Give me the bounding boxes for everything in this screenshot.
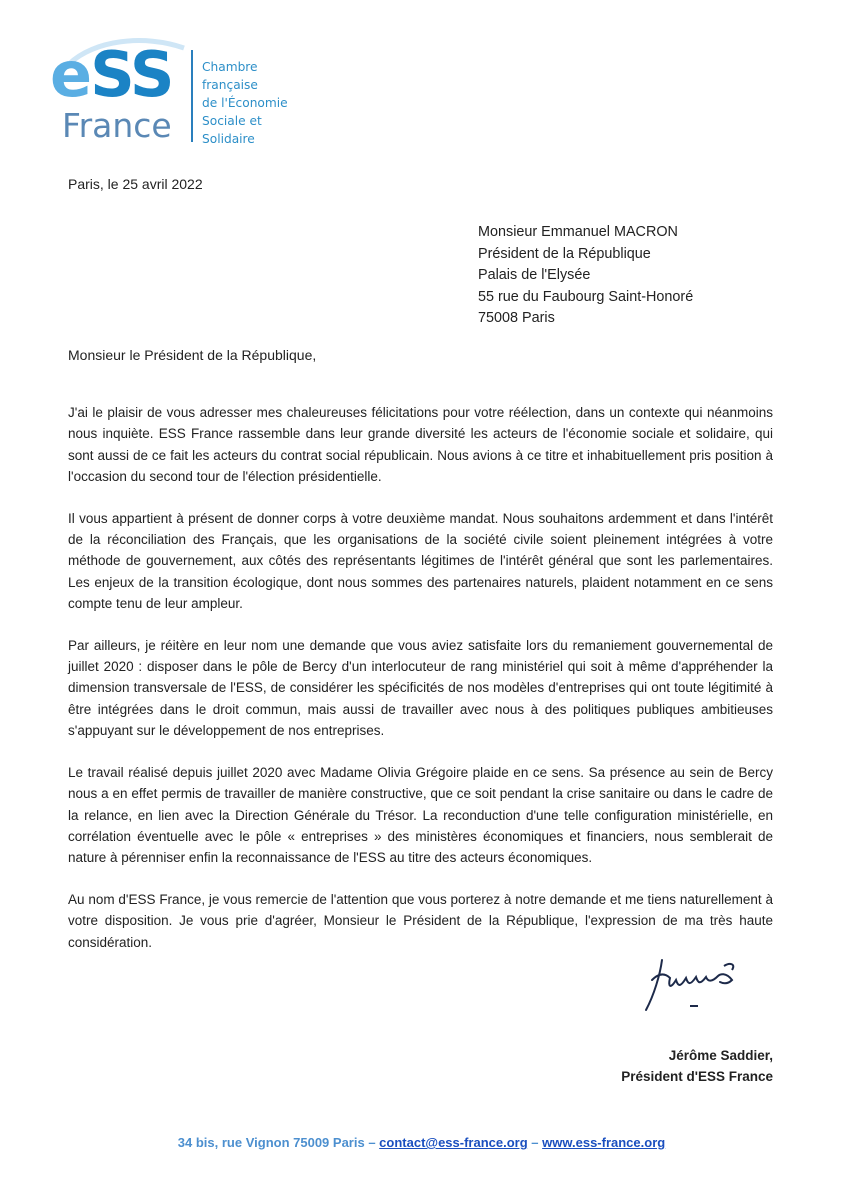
- letter-body: [68, 402, 773, 973]
- recipient-line: Président de la République: [478, 245, 651, 262]
- tagline-line: de l'Économie: [202, 96, 288, 110]
- salutation: Monsieur le Président de la République,: [68, 347, 317, 363]
- body-paragraph: Au nom d'ESS France, je vous remercie de l'attention que vous porterez à notre demande et me tiens naturellement à votre disposition. Je vous prie d'agréer, Monsieur le Président de la République, l'expression de ma très haute considération.: [68, 891, 773, 950]
- logo-tagline: [202, 58, 288, 148]
- handwritten-signature: [640, 950, 750, 1025]
- recipient-line: Monsieur Emmanuel MACRON: [478, 224, 678, 240]
- body-paragraph: Il vous appartient à présent de donner corps à votre deuxième mandat. Nous souhaitons ardemment et dans l'intérêt de la réconciliation des Français, que les organisations de la société civile soient pleinement intégrées à votre méthode de gouvernement, aux côtés des représentants légitimes de l'intérêt général que sont les parlementaires. Les enjeux de la transition écologique, dont nous sommes des partenaires naturels, plaident notamment en ce sens compte tenu de leur ampleur.: [68, 510, 773, 612]
- tagline-line: Chambre: [202, 60, 258, 74]
- signer-block: [621, 1045, 773, 1087]
- body-paragraph: Le travail réalisé depuis juillet 2020 avec Madame Olivia Grégoire plaide en ce sens. Sa présence au sein de Bercy nous a en effet permis de travailler de manière constructive, que ce soit pendant la crise sanitaire ou dans le cadre de la relance, en lien avec la Direction Générale du Trésor. La reconduction d'une telle configuration ministérielle, en corrélation éventuelle avec le pôle « entreprises » des ministères économiques et financiers, nous semblerait de nature à pérenniser enfin la reconnaissance de l'ESS au titre des acteurs économiques.: [68, 764, 773, 866]
- tagline-line: Sociale et: [202, 114, 262, 128]
- recipient-line: 55 rue du Faubourg Saint-Honoré: [478, 288, 694, 305]
- ess-france-logo: [50, 36, 310, 156]
- signer-title: Président d'ESS France: [621, 1069, 773, 1084]
- logo-country: France: [62, 106, 172, 145]
- body-paragraph: J'ai le plaisir de vous adresser mes chaleureuses félicitations pour votre réélection, dans un contexte qui néanmoins nous inquiète. ESS France rassemble dans leur grande diversité les acteurs de l'économie sociale et solidaire, qui sont aussi de ce fait les acteurs du contrat social républicain. Nous avions à ce titre et inhabituellement pris position à l'occasion du second tour de l'élection présidentielle.: [68, 405, 773, 485]
- tagline-line: Solidaire: [202, 132, 255, 146]
- body-paragraph: Par ailleurs, je réitère en leur nom une demande que vous aviez satisfaite lors du remaniement gouvernemental de juillet 2020 : disposer dans le pôle de Bercy d'un interlocuteur de rang ministériel qui soit à même d'appréhender la dimension transversale de l'ESS, de considérer les spécificités de nos modèles d'entreprises qui ont toute légitimité à être intégrées dans le droit commun, mais aussi de travailler avec nous à des politiques publiques ambitieuses s'appuyant sur le développement de nos entreprises.: [68, 637, 773, 739]
- tagline-line: française: [202, 78, 258, 92]
- signer-name: Jérôme Saddier,: [668, 1048, 773, 1063]
- footer: [0, 1135, 843, 1150]
- logo-divider: [191, 50, 193, 142]
- recipient-address: [478, 222, 693, 330]
- footer-separator: –: [527, 1135, 543, 1150]
- footer-email-link[interactable]: contact@ess-france.org: [379, 1135, 528, 1150]
- footer-address: 34 bis, rue Vignon 75009 Paris –: [177, 1135, 380, 1150]
- logo-wordmark: eSS: [50, 38, 173, 111]
- footer-website-link[interactable]: www.ess-france.org: [542, 1135, 666, 1150]
- recipient-line: 75008 Paris: [478, 310, 555, 326]
- recipient-line: Palais de l'Elysée: [478, 267, 591, 283]
- letter-date: Paris, le 25 avril 2022: [68, 176, 203, 192]
